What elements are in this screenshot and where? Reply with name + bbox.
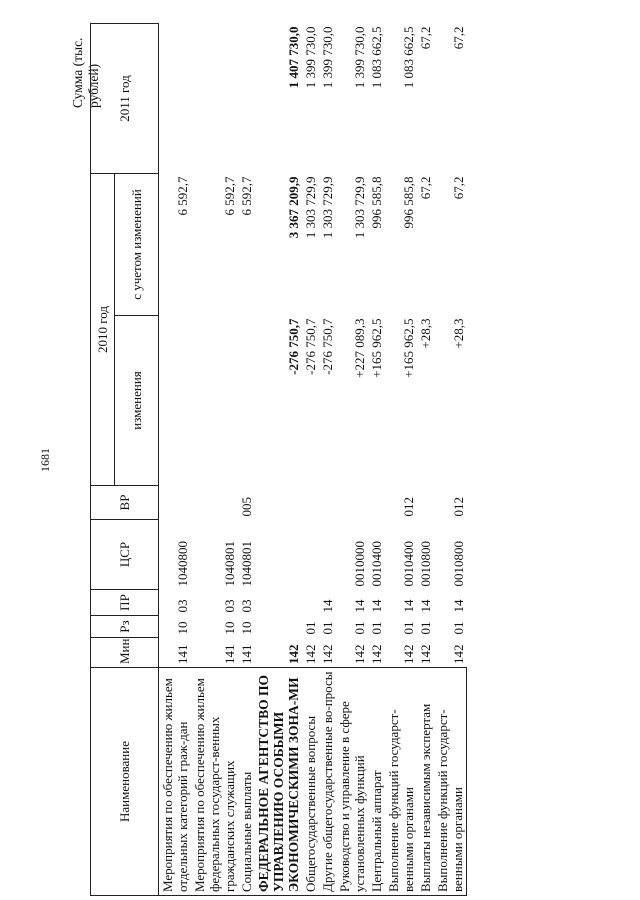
row-changes: +28,3 [450, 318, 466, 349]
table-row [319, 24, 336, 896]
row-min: 142 [401, 644, 416, 664]
row-with-changes: 67,2 [450, 176, 466, 200]
row-vr [255, 486, 302, 520]
row-vr [319, 486, 336, 520]
table-row [302, 24, 319, 896]
table-row [238, 24, 255, 896]
row-with-changes: 6 592,7 [239, 176, 254, 216]
row-vr: 012 [401, 497, 416, 517]
row-with-changes: 3 367 209,9 [286, 176, 301, 239]
row-min: 142 [418, 644, 433, 664]
row-pr: 14 [450, 599, 466, 613]
row-with-changes: 1 303 729,9 [352, 176, 367, 239]
row-2011 [159, 24, 192, 174]
row-pr: 14 [401, 599, 416, 613]
header-min: Мин [91, 638, 159, 668]
page-number: 1681 [38, 448, 52, 472]
row-pr: 14 [418, 599, 433, 613]
row-csr: 0010800 [418, 541, 433, 587]
row-name: Центральный аппарат [368, 668, 385, 896]
row-2011 [191, 24, 238, 174]
row-changes: -276 750,7 [320, 318, 335, 375]
row-vr [368, 486, 385, 520]
table-row [336, 24, 368, 896]
row-with-changes: 1 303 729,9 [303, 176, 318, 239]
row-vr: 005 [239, 497, 254, 517]
budget-table [90, 23, 467, 896]
row-name: Руководство и управление в сфере установленных функций [336, 668, 368, 896]
row-min: 142 [352, 644, 367, 664]
table-row [385, 24, 417, 896]
row-pr: 14 [369, 599, 384, 613]
row-min: 142 [369, 644, 384, 664]
row-rz: 10 [239, 621, 254, 635]
row-rz: 01 [320, 621, 335, 635]
row-name: Выполнение функций государст-венными органами [434, 668, 467, 896]
header-rz: Рз [91, 616, 159, 638]
row-pr [255, 590, 302, 616]
row-rz: 01 [369, 621, 384, 635]
row-pr: 14 [352, 599, 367, 613]
row-with-changes: 6 592,7 [175, 176, 190, 216]
row-changes [191, 316, 238, 486]
table-header [91, 24, 159, 896]
row-csr: 0010400 [369, 541, 384, 587]
row-vr [191, 486, 238, 520]
row-changes: +165 962,5 [369, 318, 384, 378]
row-pr: 14 [320, 599, 335, 613]
row-2011: 1 399 730,0 [320, 26, 335, 89]
table-row [368, 24, 385, 896]
row-pr: 03 [239, 599, 254, 613]
row-vr [336, 486, 368, 520]
row-2011: 67,2 [418, 26, 433, 50]
row-min: 142 [320, 644, 335, 664]
row-2011: 67,2 [450, 26, 466, 50]
row-rz: 01 [401, 621, 416, 635]
row-min: 142 [303, 644, 318, 664]
row-rz: 10 [175, 621, 190, 635]
row-2011: 1 399 730,0 [352, 26, 367, 89]
table-row [417, 24, 434, 896]
row-rz: 10 [222, 621, 237, 635]
row-name: Мероприятия по обеспечению жильем федеральных государст-венных гражданских служащих [191, 668, 238, 896]
table-row [159, 24, 192, 896]
row-csr: 1040801 [222, 541, 237, 587]
row-name: Другие общегосударственные во-просы [319, 668, 336, 896]
row-with-changes: 6 592,7 [222, 176, 237, 216]
row-changes: -276 750,7 [286, 318, 301, 375]
row-rz [255, 616, 302, 638]
row-with-changes: 1 303 729,9 [320, 176, 335, 239]
header-with-changes: с учетом изменений [115, 174, 159, 316]
row-vr [159, 486, 192, 520]
row-csr: 0010400 [401, 541, 416, 587]
row-min: 141 [222, 644, 237, 664]
row-rz: 01 [303, 621, 318, 635]
row-min: 141 [239, 644, 254, 664]
row-min: 142 [450, 644, 466, 664]
row-changes: -276 750,7 [303, 318, 318, 375]
table-row [255, 24, 302, 896]
row-changes: +165 962,5 [401, 318, 416, 378]
row-2011: 1 407 730,0 [286, 26, 301, 89]
row-csr [302, 520, 319, 590]
row-name: Общегосударственные вопросы [302, 668, 319, 896]
table-row [434, 24, 467, 896]
row-name: Социальные выплаты [238, 668, 255, 896]
row-name: ФЕДЕРАЛЬНОЕ АГЕНТСТВО ПО УПРАВЛЕНИЮ ОСОБЫМИ ЭКОНОМИЧЕСКИМИ ЗОНА-МИ [255, 668, 302, 896]
row-rz: 01 [450, 621, 466, 635]
row-name: Выполнение функций государст-венными органами [385, 668, 417, 896]
table-row [191, 24, 238, 896]
row-with-changes: 996 585,8 [369, 176, 384, 229]
row-changes: +28,3 [418, 318, 433, 349]
row-vr [417, 486, 434, 520]
row-with-changes: 67,2 [418, 176, 433, 200]
row-min: 142 [286, 644, 301, 664]
header-changes: изменения [115, 316, 159, 486]
row-csr [255, 520, 302, 590]
row-rz: 01 [418, 621, 433, 635]
table-body [159, 24, 467, 896]
row-changes: +227 089,3 [352, 318, 367, 378]
row-2011 [238, 24, 255, 174]
row-vr: 012 [450, 497, 466, 517]
row-2011: 1 083 662,5 [401, 26, 416, 89]
row-vr [302, 486, 319, 520]
header-2011: 2011 год [91, 24, 159, 174]
row-pr: 03 [222, 599, 237, 613]
row-csr: 0010800 [450, 541, 466, 587]
header-name: Наименование [91, 668, 159, 896]
row-2011: 1 399 730,0 [303, 26, 318, 89]
row-min: 141 [175, 644, 190, 664]
row-csr [319, 520, 336, 590]
units-label: Сумма (тыс. рублей) [70, 37, 101, 108]
row-with-changes: 996 585,8 [401, 176, 416, 229]
row-changes [238, 316, 255, 486]
row-csr: 1040801 [239, 541, 254, 587]
row-name: Мероприятия по обеспечению жильем отдельных категорий граж-дан [159, 668, 192, 896]
row-rz: 01 [352, 621, 367, 635]
header-csr: ЦСР [91, 520, 159, 590]
header-pr: ПР [91, 590, 159, 616]
row-pr: 03 [175, 599, 190, 613]
row-csr: 1040800 [175, 541, 190, 587]
row-2011: 1 083 662,5 [369, 26, 384, 89]
row-name: Выплаты независимым экспертам [417, 668, 434, 896]
row-pr [302, 590, 319, 616]
row-csr: 0010000 [352, 541, 367, 587]
row-changes [159, 316, 192, 486]
header-vr: ВР [91, 486, 159, 520]
header-2010: 2010 год [91, 174, 115, 486]
